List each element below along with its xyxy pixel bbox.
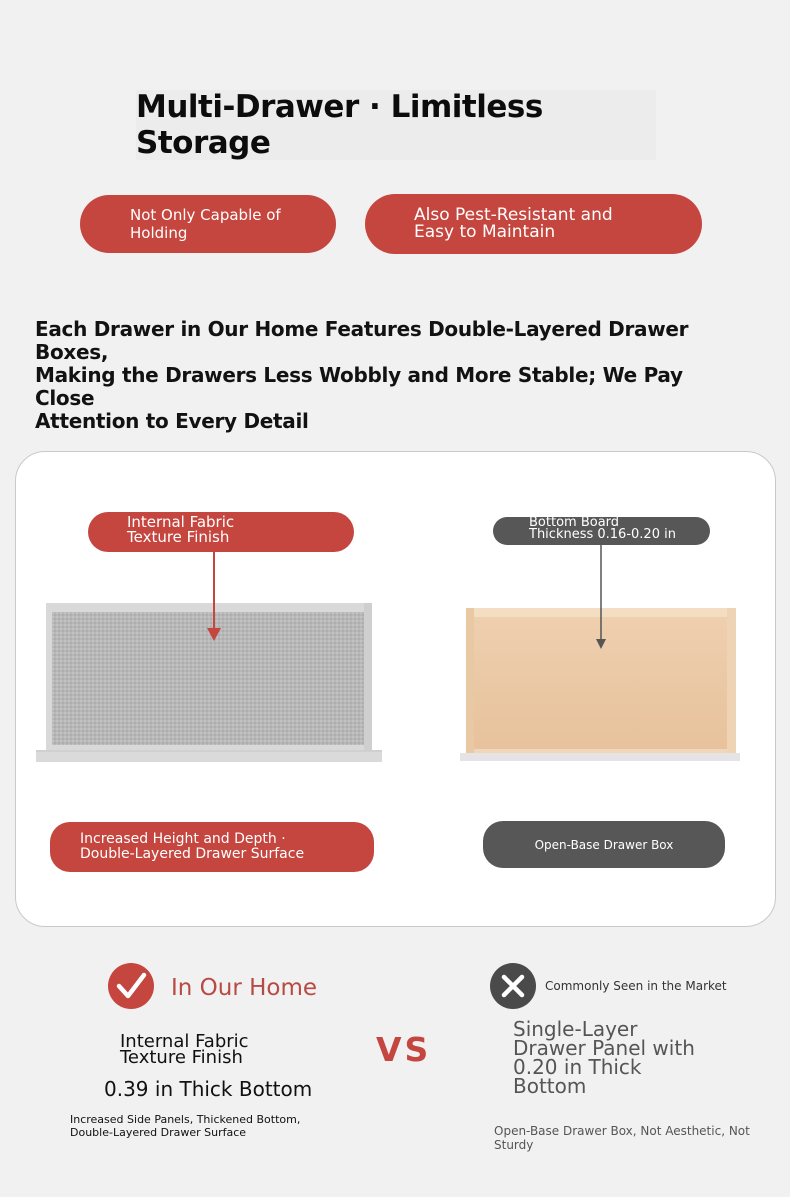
market-detail: Open-Base Drawer Box, Not Aesthetic, Not Sturdy xyxy=(494,1124,750,1152)
fabric-drawer-illustration xyxy=(36,603,382,762)
check-circle-icon xyxy=(108,963,154,1009)
ours-detail-line2: Double-Layered Drawer Surface xyxy=(70,1126,247,1139)
highlight-pill-pest-line1: Also Pest-Resistant and xyxy=(414,205,613,225)
ours-feature-line1: Internal Fabric xyxy=(120,1031,249,1052)
market-feature-line4: Bottom xyxy=(513,1074,587,1098)
ours-feature xyxy=(120,1031,300,1068)
label-open-base-text: Open-Base Drawer Box xyxy=(534,837,674,852)
label-open-base xyxy=(483,821,725,868)
label-increased-height-line2: Double-Layered Drawer Surface xyxy=(80,846,305,862)
label-increased-height xyxy=(50,822,374,872)
intro-line-3: Attention to Every Detail xyxy=(35,409,309,433)
intro-line-2: Making the Drawers Less Wobbly and More Stable; We Pay Close xyxy=(35,363,683,410)
highlight-pill-pest-line2: Easy to Maintain xyxy=(414,222,556,242)
ours-bottom-thickness: 0.39 in Thick Bottom xyxy=(104,1077,313,1101)
label-internal-fabric-line2: Texture Finish xyxy=(127,528,230,546)
market-title: Commonly Seen in the Market xyxy=(545,979,727,993)
market-feature-line1: Single-Layer xyxy=(513,1017,638,1041)
wood-drawer-illustration xyxy=(460,608,740,761)
ours-title: In Our Home xyxy=(171,975,318,1001)
ours-detail xyxy=(70,1113,340,1139)
highlight-pill-holding-label: Not Only Capable of Holding xyxy=(130,206,281,242)
label-bottom-board-line2: Thickness 0.16-0.20 in xyxy=(529,527,676,542)
label-bottom-board xyxy=(493,517,710,545)
page-title: Multi-Drawer · Limitless Storage xyxy=(136,89,543,161)
vs-label: VS xyxy=(376,1030,432,1069)
ours-detail-line1: Increased Side Panels, Thickened Bottom, xyxy=(70,1113,301,1126)
label-internal-fabric xyxy=(88,512,354,552)
label-internal-fabric-line1: Internal Fabric xyxy=(127,513,235,531)
intro-line-1: Each Drawer in Our Home Features Double-Layered Drawer Boxes, xyxy=(35,317,689,364)
x-circle-icon xyxy=(490,963,536,1009)
market-feature-line3: 0.20 in Thick xyxy=(513,1055,642,1079)
label-increased-height-line1: Increased Height and Depth · xyxy=(80,831,286,847)
label-bottom-board-line1: Bottom Board xyxy=(529,515,620,530)
market-feature-line2: Drawer Panel with xyxy=(513,1036,695,1060)
market-feature xyxy=(513,1017,713,1098)
ours-feature-line2: Texture Finish xyxy=(120,1047,243,1068)
